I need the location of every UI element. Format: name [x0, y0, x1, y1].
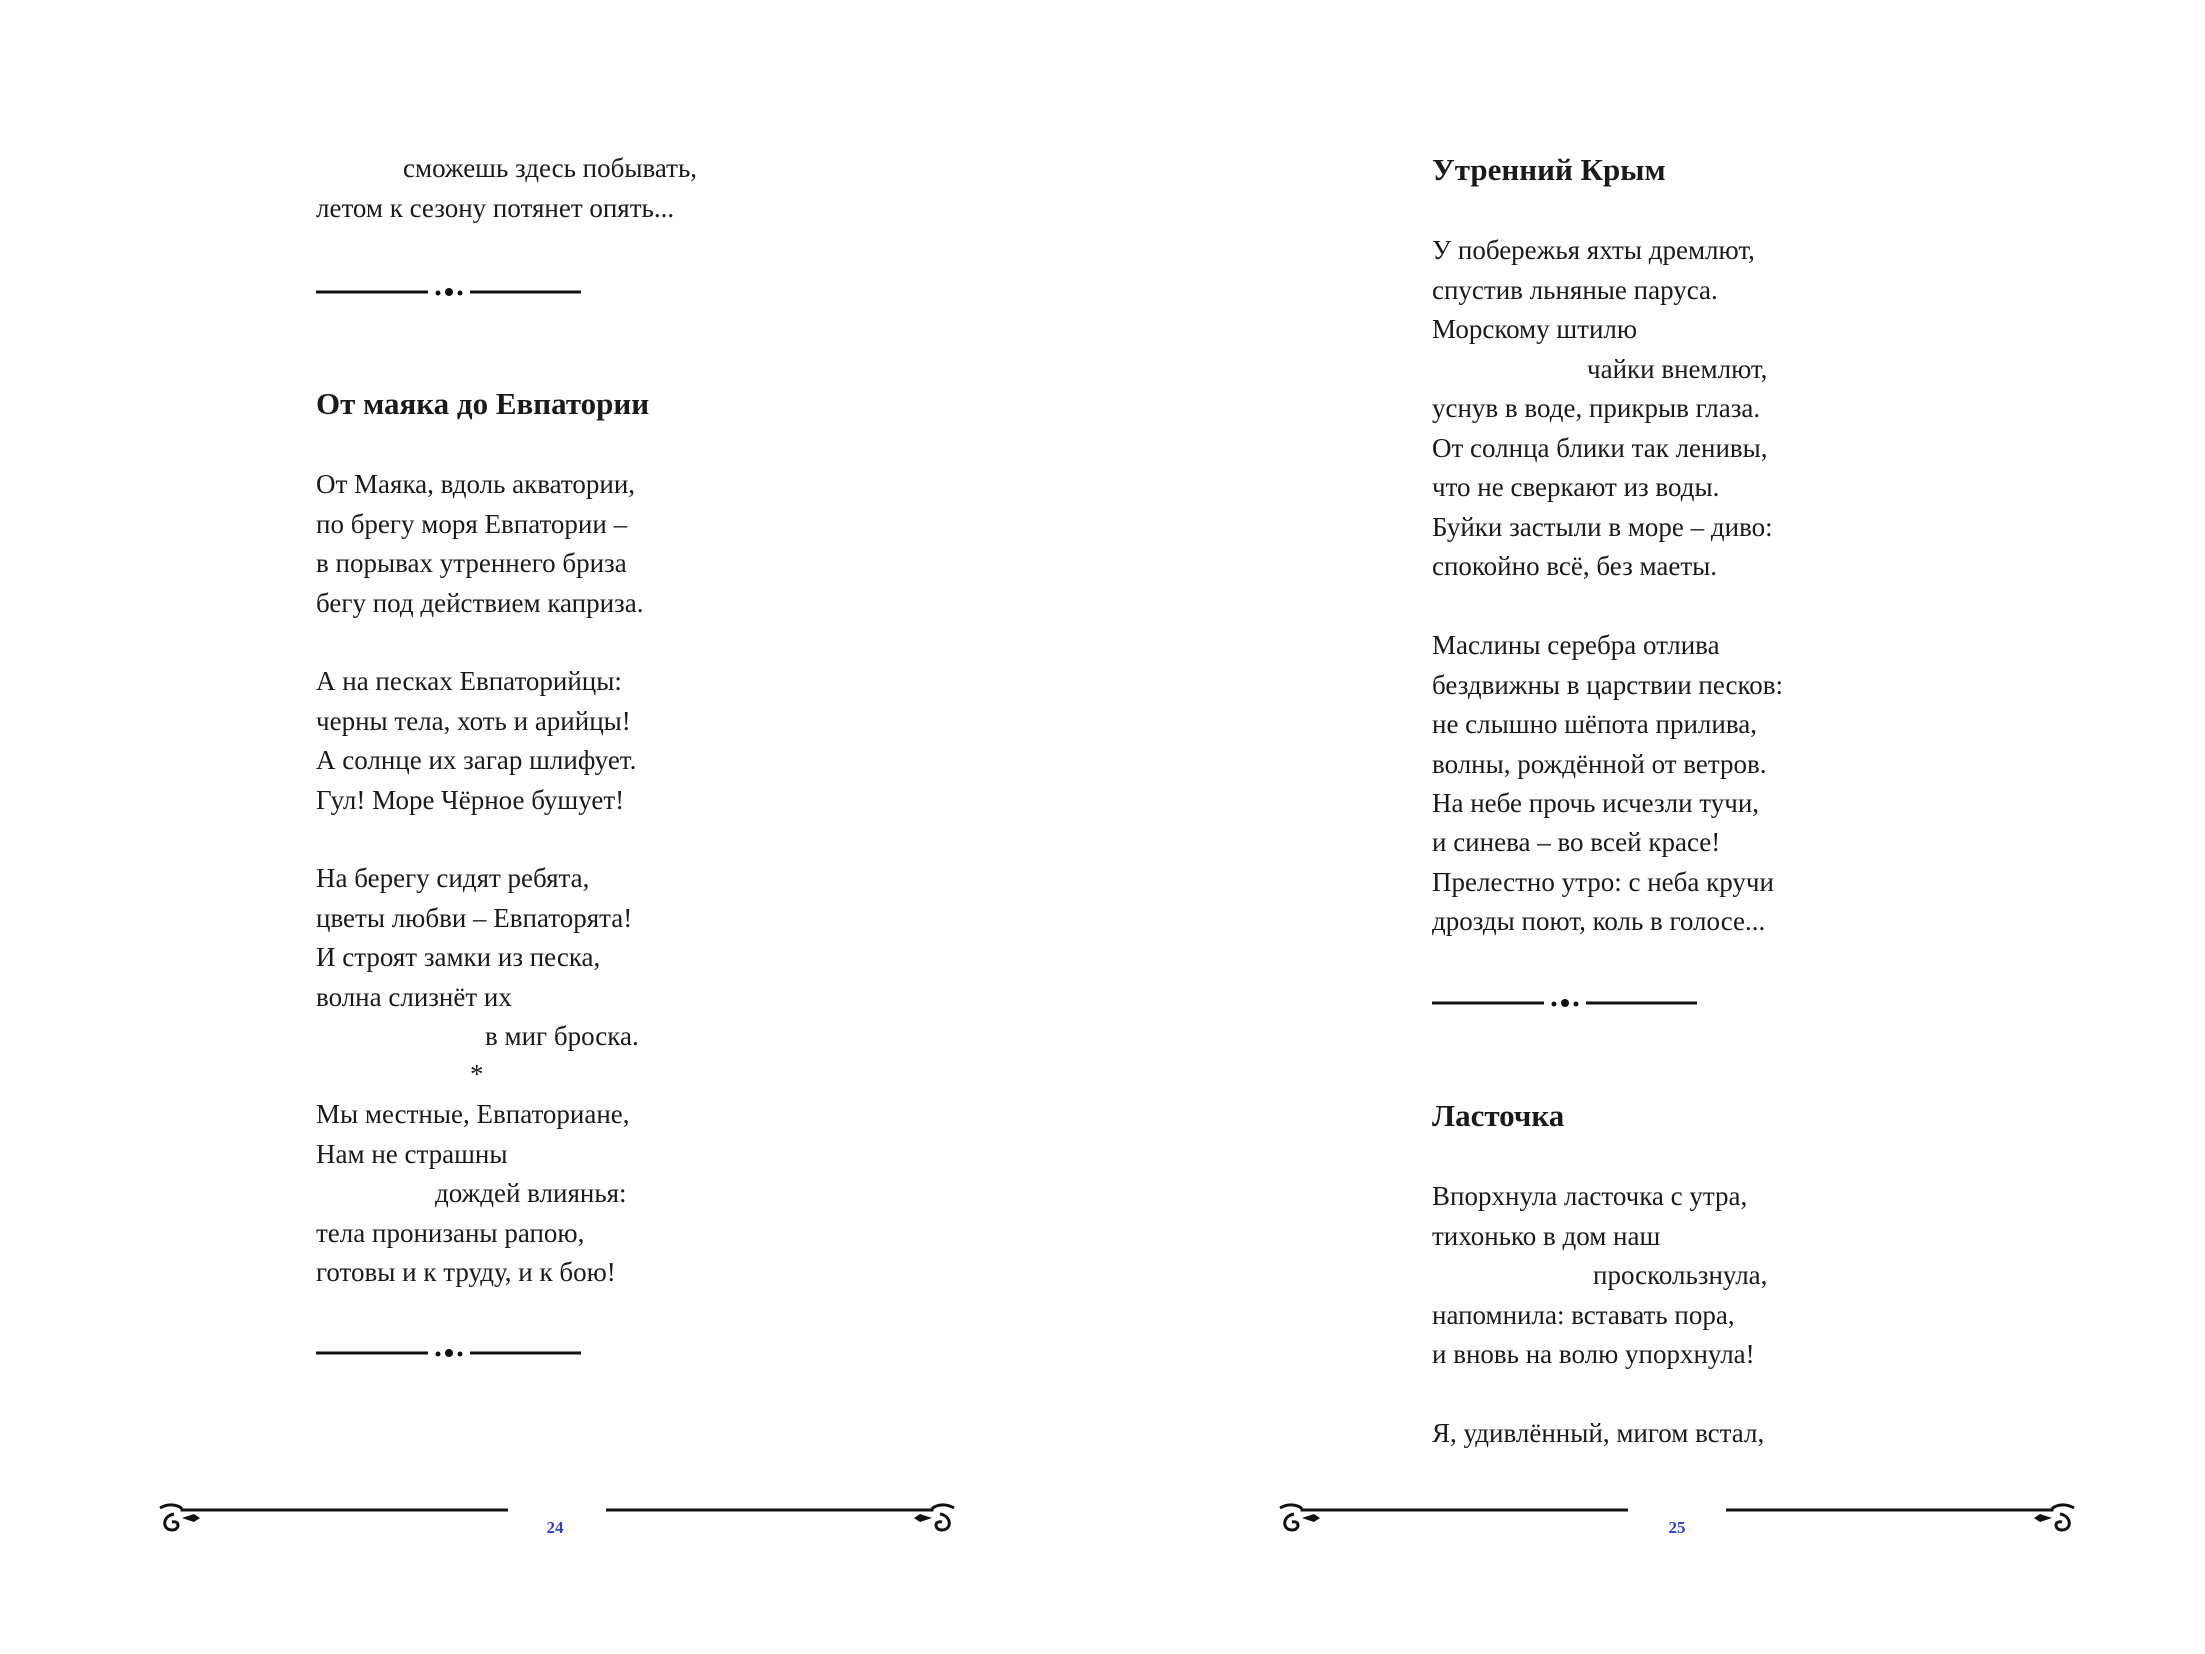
- section-divider: [316, 284, 586, 300]
- poem-line: не слышно шёпота прилива,: [1432, 709, 1757, 739]
- poem-line: Впорхнула ласточка с утра,: [1432, 1181, 1748, 1211]
- poem-line: в порывах утреннего бриза: [316, 548, 627, 578]
- poem-line: дождей влиянья:: [435, 1178, 627, 1208]
- page-number: 24: [546, 1518, 564, 1537]
- poem-line: От солнца блики так ленивы,: [1432, 433, 1768, 463]
- poem-line: чайки внемлют,: [1587, 354, 1768, 384]
- poem-line: спустив льняные паруса.: [1432, 275, 1718, 305]
- poem-line: цветы любви – Евпаторята!: [316, 903, 633, 933]
- poem-line: Прелестно утро: с неба кручи: [1432, 867, 1774, 897]
- poem-line: напомнила: вставать пора,: [1432, 1300, 1735, 1330]
- poem-line: дрозды поют, коль в голосе...: [1432, 906, 1766, 936]
- poem-line: Маслины серебра отлива: [1432, 630, 1720, 660]
- poem-title: От маяка до Евпатории: [316, 386, 650, 421]
- poem-title: Ласточка: [1432, 1098, 1565, 1133]
- poem-line: тела пронизаны рапою,: [316, 1218, 585, 1248]
- poem-line: по брегу моря Евпатории –: [316, 509, 628, 539]
- poem-line: что не сверкают из воды.: [1432, 472, 1720, 502]
- section-divider: [316, 1345, 586, 1361]
- poem-line: От Маяка, вдоль акватории,: [316, 469, 636, 499]
- poem-line: Буйки застыли в море – диво:: [1432, 512, 1773, 542]
- poem-line: бездвижны в царствии песков:: [1432, 670, 1783, 700]
- poem-asterisk: *: [470, 1059, 484, 1089]
- poem-line: И строят замки из песка,: [316, 942, 601, 972]
- poem-line: А на песках Евпаторийцы:: [316, 666, 622, 696]
- poem-line: Гул! Море Чёрное бушует!: [316, 785, 625, 815]
- poem-line: проскользнула,: [1593, 1260, 1768, 1290]
- poem-line: волна слизнёт их: [316, 982, 512, 1012]
- poem-line: бегу под действием каприза.: [316, 588, 644, 618]
- poem-line: готовы и к труду, и к бою!: [316, 1257, 616, 1287]
- left-page: [0, 0, 1102, 1654]
- poem-line: Морскому штилю: [1432, 314, 1638, 344]
- poem-line: Мы местные, Евпаториане,: [316, 1099, 630, 1129]
- intro-line: сможешь здесь побывать,: [403, 153, 698, 183]
- intro-line: летом к сезону потянет опять...: [316, 193, 675, 223]
- poem-line: волны, рождённой от ветров.: [1432, 749, 1767, 779]
- poem-line: Нам не страшны: [316, 1139, 508, 1169]
- right-page: [1102, 0, 2205, 1654]
- poem-line: и синева – во всей красе!: [1432, 827, 1721, 857]
- poem-line: черны тела, хоть и арийцы!: [316, 706, 631, 736]
- poem-line: У побережья яхты дремлют,: [1432, 235, 1755, 265]
- poem-line: А солнце их загар шлифует.: [316, 745, 637, 775]
- poem-line: Я, удивлённый, мигом встал,: [1432, 1418, 1765, 1448]
- poem-line: в миг броска.: [485, 1021, 639, 1051]
- poem-line: На берегу сидят ребята,: [316, 863, 590, 893]
- section-divider: [1432, 995, 1702, 1011]
- page-number: 25: [1668, 1518, 1686, 1537]
- poem-line: и вновь на волю упорхнула!: [1432, 1339, 1755, 1369]
- poem-line: тихонько в дом наш: [1432, 1221, 1661, 1251]
- poem-line: На небе прочь исчезли тучи,: [1432, 788, 1760, 818]
- poem-line: уснув в воде, прикрыв глаза.: [1432, 393, 1761, 423]
- poem-title: Утренний Крым: [1432, 152, 1666, 187]
- poem-line: спокойно всё, без маеты.: [1432, 551, 1718, 581]
